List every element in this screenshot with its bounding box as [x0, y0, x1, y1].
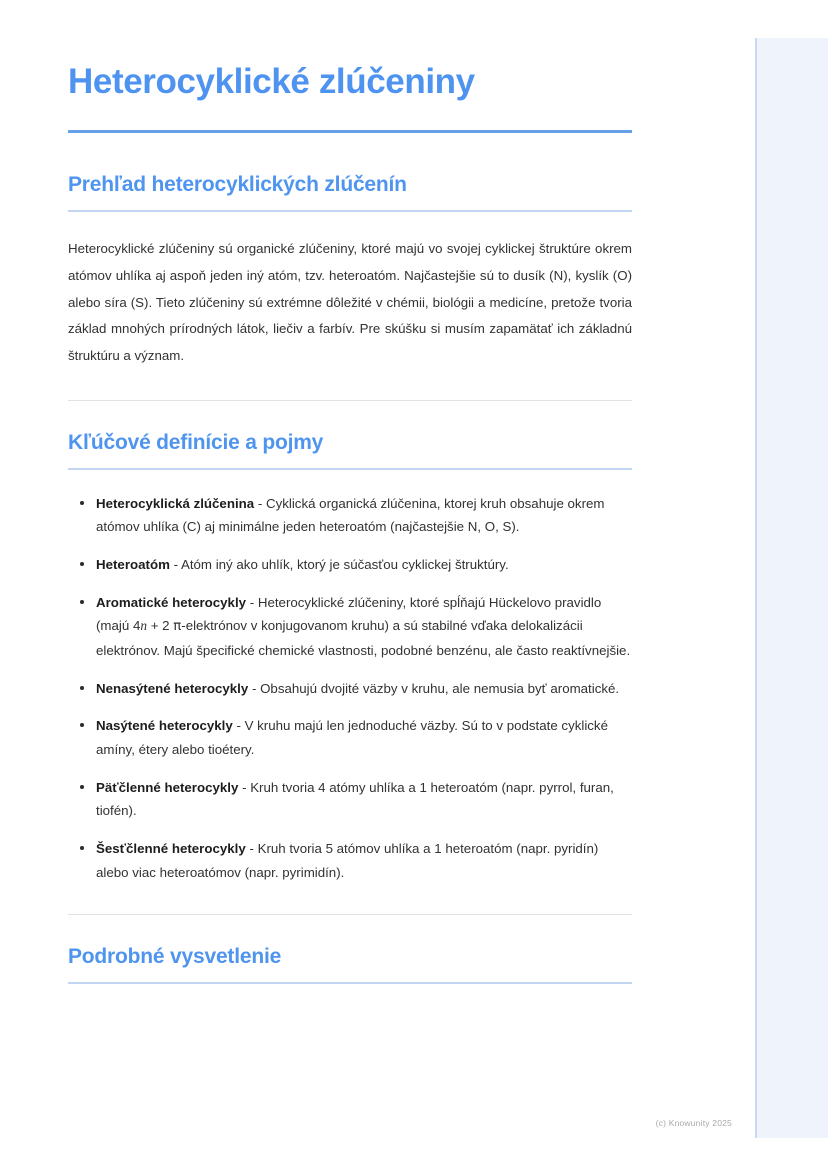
definition-text-post: -elektrónov v konjugovanom kruhu) a sú stabilné vďaka delokalizácii elektrónov. Majú špecifické chemické vlastnosti, podobné benzénu, ale často reaktívnejšie.: [96, 618, 631, 659]
section-heading-overview: Prehľad heterocyklických zlúčenín: [68, 173, 407, 197]
definition-term: Nenasýtené heterocykly: [96, 680, 249, 696]
pi-symbol: π: [173, 619, 182, 635]
section-underline: [68, 982, 632, 984]
definition-text: - Cyklická organická zlúčenina, ktorej kruh obsahuje okrem atómov uhlíka (C) aj minimálne jeden heteroatóm (najčastejšie N, O, S).: [96, 495, 605, 535]
definition-text-mid: + 2: [147, 618, 174, 634]
definition-text: - Kruh tvoria 5 atómov uhlíka a 1 heteroatóm (napr. pyridín) alebo viac heteroatómov (napr. pyrimidín).: [96, 840, 599, 880]
spacer: [68, 133, 632, 173]
definition-term: Heterocyklická zlúčenina: [96, 495, 255, 511]
section-heading-definitions: Kľúčové definície a pojmy: [68, 431, 324, 455]
list-item: [86, 553, 632, 577]
definitions-list: [68, 492, 632, 885]
side-band: [757, 38, 828, 1138]
list-item: [86, 677, 632, 701]
definition-text: - Obsahujú dvojité väzby v kruhu, ale nemusia byť aromatické.: [248, 680, 620, 696]
definition-text: - Kruh tvoria 4 atómy uhlíka a 1 heteroatóm (napr. pyrrol, furan, tiofén).: [96, 779, 614, 819]
page-side-decoration: [746, 0, 828, 1171]
definition-text: - Atóm iný ako uhlík, ktorý je súčasťou cyklickej štruktúry.: [169, 557, 509, 573]
list-item: [86, 714, 632, 761]
list-item: [86, 776, 632, 823]
page-title: Heterocyklické zlúčeniny: [68, 62, 475, 101]
footer-credit: (c) Knowunity 2025: [655, 1118, 732, 1128]
spacer: [68, 915, 632, 945]
definition-text-pre: - Heterocyklické zlúčeniny, ktoré spĺňajú Hückelovo pravidlo (majú 4: [96, 594, 602, 634]
list-item: [86, 591, 632, 663]
definition-text: - V kruhu majú len jednoduché väzby. Sú to v podstate cyklické amíny, étery alebo tioétery.: [96, 718, 608, 757]
spacer: [68, 212, 632, 236]
definition-term: Šesťčlenné heterocykly: [96, 840, 246, 856]
definition-term: Aromatické heterocykly: [96, 594, 247, 610]
definition-term: Nasýtené heterocykly: [96, 718, 233, 734]
spacer: [68, 401, 632, 431]
overview-paragraph: Heterocyklické zlúčeniny sú organické zlúčeniny, ktoré majú vo svojej cyklickej štruktúre okrem atómov uhlíka aj aspoň jeden iný atóm, tzv. heteroatóm. Najčastejšie sú to dusík (N), kyslík (O) alebo síra (S). Tieto zlúčeniny sú extrémne dôležité v chémii, biológii a medicíne, pretože tvoria základ mnohých prírodných látok, liečiv a farbív. Pre skúšku si musím zapamätať ich základnú štruktúru a význam.: [68, 240, 632, 364]
list-item: [86, 837, 632, 884]
side-divider-line: [755, 38, 757, 1138]
variable-n: n: [140, 618, 147, 634]
definition-term: Päťčlenné heterocykly: [96, 779, 239, 795]
spacer: [68, 470, 632, 492]
list-item: [86, 492, 632, 539]
section-heading-details: Podrobné vysvetlenie: [68, 945, 282, 969]
definition-term: Heteroatóm: [96, 557, 170, 573]
